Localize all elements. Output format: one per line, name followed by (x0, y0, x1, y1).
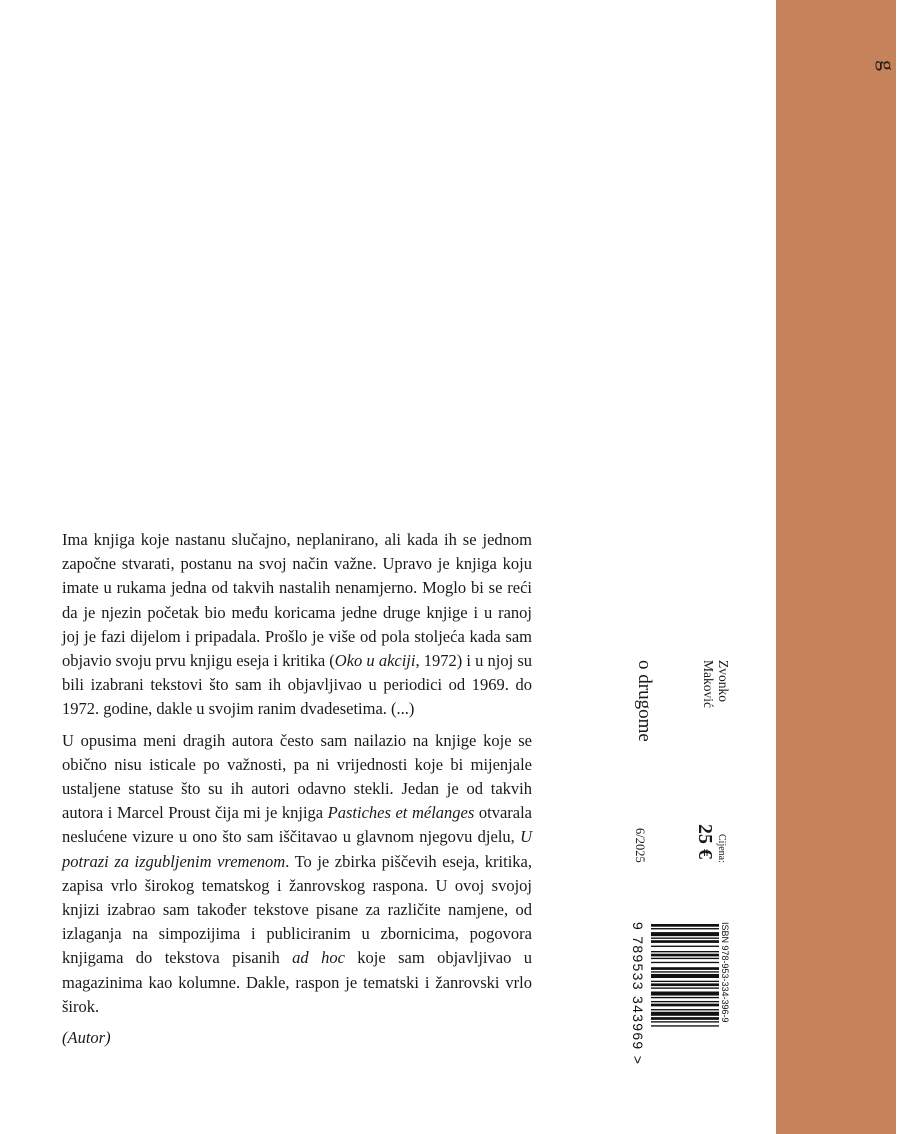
blurb-text: otvarala neslućene vizure u ono što sam iščitavao u glavnom njegovu djelu, (62, 803, 532, 847)
price-label: Cijena: (716, 834, 727, 863)
barcode-bar (651, 1009, 719, 1010)
barcode-bar (651, 1021, 719, 1022)
back-cover-blurb (62, 528, 532, 1057)
barcode-digits: 9 789533 343969 > (630, 922, 646, 1066)
barcode-bar (651, 974, 719, 978)
barcode-bar (651, 940, 719, 943)
isbn-barcode (631, 920, 733, 1078)
barcode-bar (651, 938, 719, 939)
barcode-bar (651, 928, 719, 929)
barcode-bar (651, 924, 719, 927)
blurb-text: U opusima meni dragih autora često sam nailazio na knjige koje se obično nisu isticale po važnosti, pa ni vrijednosti koje bi mijenjale ustaljene statuse što su ih autori odavno stekli. Jedan je od takvih autora i Marcel Proust čija mi je knjiga (62, 730, 532, 823)
barcode-bar (651, 1004, 719, 1007)
author-last-name: Maković (701, 660, 716, 708)
author-name (701, 660, 731, 708)
barcode-bar (651, 951, 719, 952)
blurb-text: , 1972) i u njoj su bili izabrani tekstovi što sam ih objavljivao u periodici od 1969. do 1972. godine, dakle u svojim ranim dvadesetima. (...) (62, 651, 532, 719)
blurb-text: koje sam objavljivao u magazinima kao kolumne. Dakle, raspon je tematski i žanrovski vrlo širok. (62, 948, 532, 1016)
blurb-paragraph-1 (62, 528, 532, 722)
isbn-text: ISBN 978-953-334-396-9 (720, 922, 730, 1023)
barcode-bar (651, 932, 719, 936)
blurb-italic: U potrazi za izgubljenim vremenom (62, 827, 532, 871)
barcode-bar (651, 946, 719, 947)
barcode-bar (651, 992, 719, 996)
spine-title-fragment: g (875, 60, 900, 71)
blurb-italic: Pastiches et mélanges (327, 803, 475, 823)
barcode-bar (651, 1012, 719, 1016)
blurb-italic: Oko u akciji (334, 651, 416, 671)
barcode-bar (651, 1001, 719, 1002)
book-spine (776, 0, 900, 1134)
barcode-bar (651, 954, 719, 957)
barcode-bar (651, 971, 719, 972)
blurb-italic: ad hoc (292, 948, 345, 968)
barcode-bar (651, 981, 719, 982)
barcode-bar (651, 997, 719, 998)
barcode-bar (651, 983, 719, 986)
blurb-text: Ima knjiga koje nastanu slučajno, neplanirano, ali kada ih se jednom započne stvarati, postanu na svoj način važne. Upravo je knjiga koju imate u rukama jedna od takvih nastalih nenamjerno. Moglo bi se reći da je njezin početak bio među koricama jedne druge knjige i u ranoj joj je fazi dijelom i pripadala. Prošlo je više od pola stoljeća kada sam objavio svoju prvu knjigu eseja i kritika ( (62, 530, 532, 671)
book-title: o drugome (634, 660, 655, 742)
barcode-bar (651, 987, 719, 988)
blurb-paragraph-2 (62, 729, 532, 1019)
issue-number: 6/2025 (633, 828, 647, 863)
blurb-text: . To je zbirka piščevih eseja, kritika, zapisa vrlo širokog tematskog i žanrovskog raspona. U ovoj svojoj knjizi izabrao sam također tekstove pisane za različite namjene, od izlaganja na simpozijima i publiciranim u zbornicima, pogovora knjigama do tekstova pisanih (62, 851, 532, 968)
blurb-signature: (Autor) (62, 1028, 111, 1048)
barcode-bar (651, 958, 719, 959)
author-first-name: Zvonko (716, 660, 731, 702)
barcode-bar (651, 1017, 719, 1020)
barcode-bar (651, 962, 719, 963)
barcode-bar (651, 1025, 719, 1026)
barcode-bar (651, 967, 719, 970)
price-value: 25 € (694, 824, 716, 859)
